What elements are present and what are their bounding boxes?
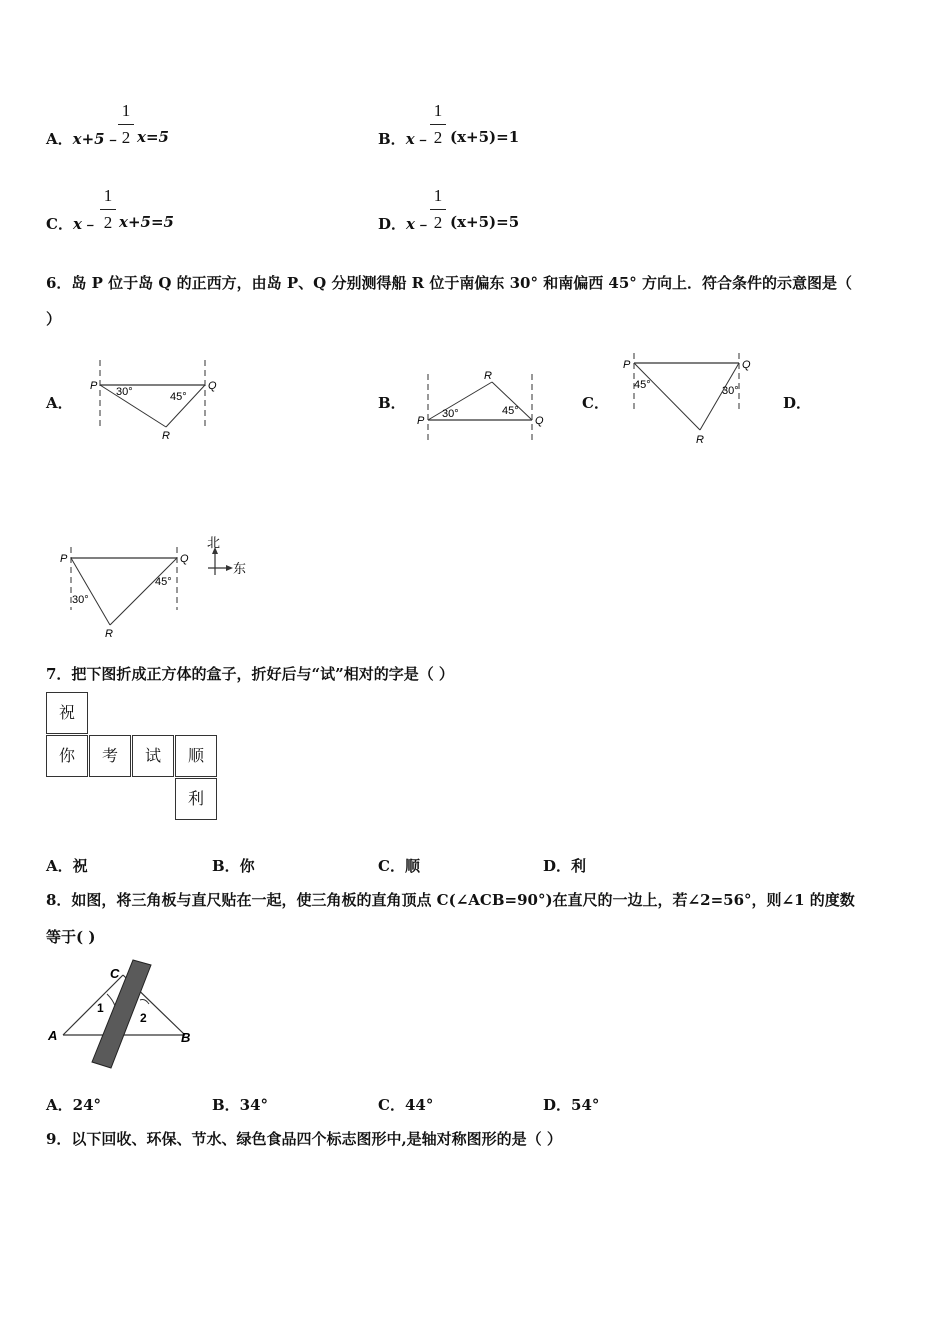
fig-b-30: 30° (442, 408, 459, 420)
compass-north: 北 (207, 535, 221, 550)
q8-label-c: C (110, 966, 120, 981)
q5-option-d (378, 213, 430, 234)
q7-stem: 7．把下图折成正方体的盒子，折好后与“试”相对的字是（ ） (46, 665, 454, 683)
q5-option-a-post: x=5 (137, 128, 169, 146)
net-cell-6: 利 (175, 778, 217, 820)
fig-b-r: R (484, 370, 492, 382)
q5-option-c-fraction: 1 2 (100, 185, 116, 234)
q5-option-c-post: x+5=5 (119, 213, 174, 231)
q9-stem: 9．以下回收、环保、节水、绿色食品四个标志图形中,是轴对称图形的是（ ） (46, 1130, 562, 1148)
q8-option-d: D．54° (543, 1096, 600, 1114)
fig-b-q: Q (535, 415, 544, 427)
fig-a-p: P (90, 380, 98, 392)
q7-option-a: A．祝 (46, 857, 88, 875)
q5-option-d-pre: x﹣ (406, 215, 430, 233)
compass-east: 东 (233, 561, 247, 576)
q5-option-d-fraction: 1 2 (430, 185, 446, 234)
fig-a-45: 45° (170, 391, 187, 403)
fig-d-r: R (105, 628, 113, 640)
q6-stem-line1: 6．岛 P 位于岛 Q 的正西方，由岛 P、Q 分别测得船 R 位于南偏东 30° 和南偏西 45° 方向上．符合条件的示意图是（ (46, 274, 853, 292)
q8-label-1: 1 (97, 1001, 104, 1015)
q6-option-c-label: C． (582, 394, 609, 412)
q5-option-b-fraction: 1 2 (430, 100, 446, 149)
fig-b-p: P (417, 415, 425, 427)
q6-figure-a (88, 355, 218, 442)
fig-c-45: 45° (634, 379, 651, 391)
q5-option-c (46, 213, 97, 234)
q8-stem-line1: 8．如图，将三角板与直尺贴在一起，使三角板的直角顶点 C(∠ACB=90°)在直尺的一边上，若∠2=56°，则∠1 的度数 (46, 891, 855, 909)
fig-d-p: P (60, 553, 68, 565)
fig-d-q: Q (180, 553, 189, 565)
q6-figure-b (414, 362, 554, 442)
q6-option-b-label: B． (378, 394, 406, 412)
q7-option-d: D．利 (543, 857, 587, 875)
q6-figure-c (620, 348, 760, 448)
net-cell-1: 祝 (46, 692, 88, 734)
q5-option-b-label: B． (378, 130, 406, 148)
net-cell-3: 考 (89, 735, 131, 777)
q8-label-a: A (48, 1028, 58, 1043)
fig-a-30: 30° (116, 386, 133, 398)
q5-option-a-fraction: 1 2 (118, 100, 134, 149)
fig-c-r: R (696, 434, 704, 446)
q5-option-a-label: A． (46, 130, 73, 148)
q6-option-d-label: D． (783, 394, 812, 412)
q8-option-b: B．34° (212, 1096, 269, 1114)
q5-option-a (46, 128, 120, 149)
net-cell-5: 顺 (175, 735, 217, 777)
q5-option-d-post: (x+5)=5 (450, 213, 520, 231)
q8-label-b: B (181, 1030, 191, 1045)
q5-option-b-post: (x+5)=1 (450, 128, 520, 146)
q5-option-c-label: C． (46, 215, 73, 233)
q6-figure-d (55, 535, 255, 640)
net-cell-4: 试 (132, 735, 174, 777)
fig-c-p: P (623, 359, 631, 371)
fig-a-q: Q (208, 380, 217, 392)
q5-option-b-pre: x﹣ (405, 130, 430, 148)
fig-c-q: Q (742, 359, 751, 371)
fig-a-r: R (162, 430, 170, 442)
q6-stem-line2: ） (46, 310, 62, 328)
net-cell-2: 你 (46, 735, 88, 777)
q8-label-2: 2 (140, 1011, 147, 1025)
fig-d-30: 30° (72, 594, 89, 606)
fig-c-30: 30° (722, 385, 739, 397)
fig-b-45: 45° (502, 405, 519, 417)
q8-figure (45, 958, 205, 1070)
q5-option-c-pre: x﹣ (72, 215, 97, 233)
q8-option-c: C．44° (378, 1096, 434, 1114)
q5-option-d-label: D． (378, 215, 407, 233)
q7-option-c: C．顺 (378, 857, 420, 875)
q5-option-a-pre: x+5﹣ (72, 130, 120, 148)
q7-option-b: B．你 (212, 857, 255, 875)
q8-stem-line2: 等于( ) (46, 928, 96, 946)
fig-d-45: 45° (155, 576, 172, 588)
q5-option-b (378, 128, 430, 149)
q6-option-a-label: A． (46, 394, 73, 412)
q8-option-a: A．24° (46, 1096, 102, 1114)
